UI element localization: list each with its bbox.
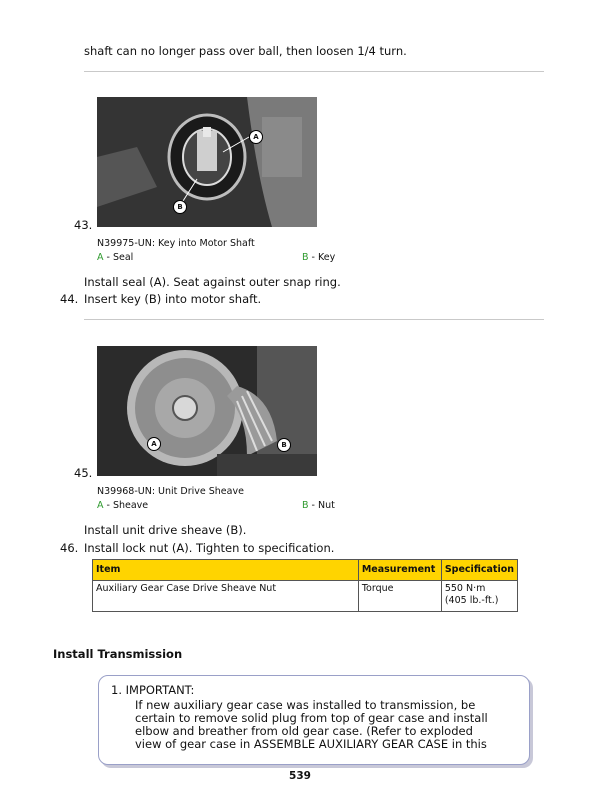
table-cell-specification: [441, 581, 517, 612]
callout-a-marker: A: [147, 437, 161, 451]
step-number-43: 43.: [74, 218, 93, 232]
spec-value-imperial: (405 lb.-ft.): [444, 595, 499, 606]
legend-letter: B: [302, 252, 309, 263]
note-line: view of gear case in ASSEMBLE AUXILIARY GEAR CASE in this: [135, 737, 487, 751]
legend-letter: A: [97, 500, 104, 511]
callout-a-marker: A: [249, 130, 263, 144]
table-header-specification: Specification: [441, 560, 517, 581]
table-cell-measurement: Torque: [358, 581, 441, 612]
table-header-measurement: Measurement: [358, 560, 441, 581]
figure-caption: N39975-UN: Key into Motor Shaft: [97, 238, 255, 249]
callout-b-marker: B: [173, 200, 187, 214]
table-header-item: Item: [93, 560, 359, 581]
figure-photo-key-into-motor-shaft: [97, 97, 317, 227]
note-line: If new auxiliary gear case was installed to transmission, be: [135, 698, 476, 712]
figure-caption: N39968-UN: Unit Drive Sheave: [97, 486, 244, 497]
table-cell-item: Auxiliary Gear Case Drive Sheave Nut: [93, 581, 359, 612]
instruction-text: Install seal (A). Seat against outer snap ring.: [84, 275, 341, 289]
continued-step-text: shaft can no longer pass over ball, then loosen 1/4 turn.: [84, 44, 407, 58]
legend-text: - Key: [308, 252, 336, 263]
note-line: certain to remove solid plug from top of gear case and install: [135, 711, 488, 725]
instruction-text: Install unit drive sheave (B).: [84, 523, 247, 537]
note-label: 1. IMPORTANT:: [111, 683, 195, 697]
instruction-text: Insert key (B) into motor shaft.: [84, 292, 262, 306]
legend-item-a: [97, 500, 148, 512]
legend-item-b: [302, 252, 335, 264]
page-number: 539: [289, 770, 311, 782]
legend-item-a: [97, 252, 133, 264]
legend-item-b: [302, 500, 335, 512]
legend-letter: B: [302, 500, 309, 511]
instruction-text: Install lock nut (A). Tighten to specification.: [84, 541, 335, 555]
important-note-box: [98, 675, 530, 765]
step-number-45: 45.: [74, 466, 93, 480]
note-line: elbow and breather from old gear case. (Refer to exploded: [135, 724, 473, 738]
legend-letter: A: [97, 252, 104, 263]
legend-text: - Seal: [103, 252, 134, 263]
legend-text: - Nut: [308, 500, 335, 511]
divider: [84, 71, 544, 72]
specification-table: [92, 559, 518, 612]
callout-b-marker: B: [277, 438, 291, 452]
divider: [84, 319, 544, 320]
section-title: Install Transmission: [53, 647, 183, 661]
step-number-46: 46.: [60, 541, 79, 555]
spec-value: 550 N·m: [444, 583, 486, 594]
table-row: [93, 581, 518, 612]
step-number-44: 44.: [60, 292, 79, 306]
legend-text: - Sheave: [103, 500, 149, 511]
figure-photo-unit-drive-sheave: [97, 346, 317, 476]
